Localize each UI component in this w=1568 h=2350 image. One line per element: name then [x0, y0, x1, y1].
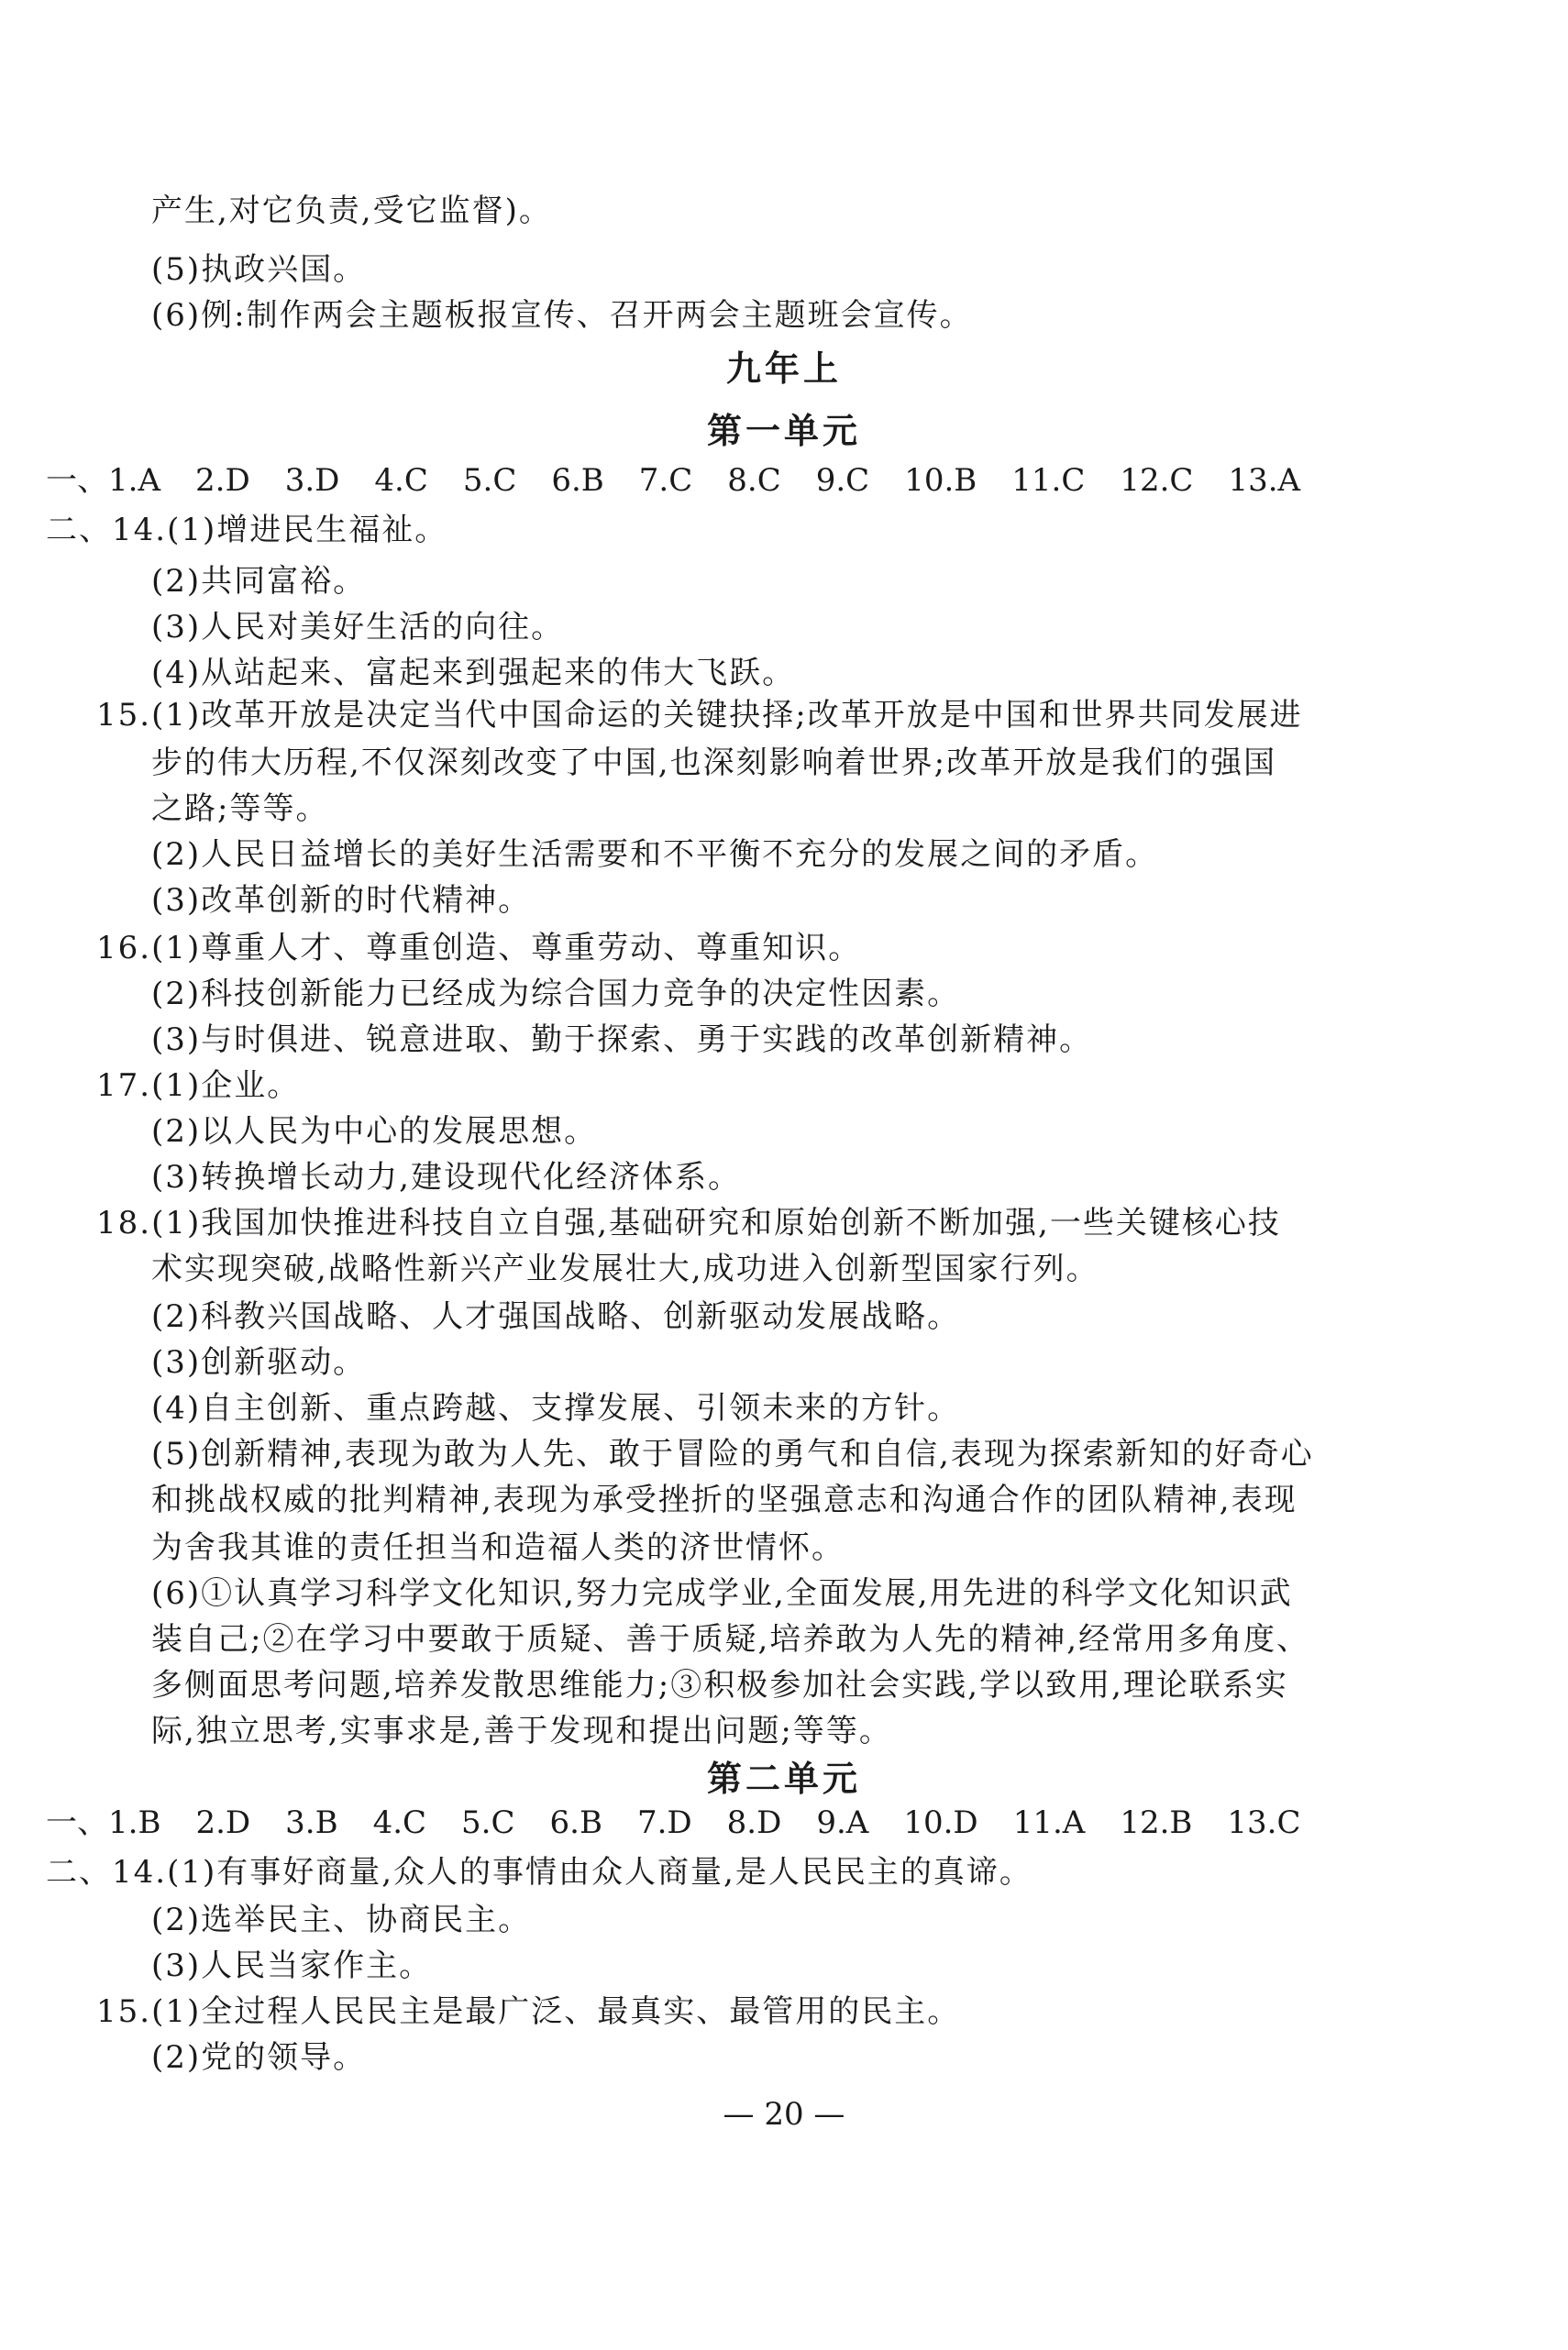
- text-line: (4)自主创新、重点跨越、支撑发展、引领未来的方针。: [151, 1390, 961, 1427]
- text-line: (3)改革创新的时代精神。: [151, 882, 532, 919]
- mc-answer: 6.B: [551, 462, 604, 499]
- text-line: (4)从站起来、富起来到强起来的伟大飞跃。: [151, 655, 796, 691]
- text-line: 之路;等等。: [151, 790, 329, 827]
- text-line: 际,独立思考,实事求是,善于发现和提出问题;等等。: [151, 1713, 892, 1749]
- mc-answer: 13.C: [1227, 1804, 1301, 1841]
- text-line: (2)选举民主、协商民主。: [151, 1902, 532, 1938]
- text-line: 为舍我其谁的责任担当和造福人类的济世情怀。: [151, 1529, 845, 1566]
- text-line: (5)创新精神,表现为敢为人先、敢于冒险的勇气和自信,表现为探索新知的好奇心: [151, 1436, 1314, 1473]
- text-line: (2)以人民为中心的发展思想。: [151, 1113, 598, 1150]
- text-line: (2)共同富裕。: [151, 563, 367, 600]
- mc-answer: 4.C: [374, 462, 428, 499]
- mc-answer: 5.C: [462, 462, 517, 499]
- text-line: 16.(1)尊重人才、尊重创造、尊重劳动、尊重知识。: [96, 930, 862, 966]
- mc-answer: 8.C: [727, 462, 781, 499]
- mc-answer: 13.A: [1228, 462, 1301, 499]
- mc-answer: 11.C: [1011, 462, 1086, 499]
- mc-answer: 3.D: [284, 462, 340, 499]
- text-line: (2)党的领导。: [151, 2039, 367, 2076]
- text-line: (3)人民当家作主。: [151, 1947, 433, 1984]
- mc-answer: 6.B: [549, 1804, 602, 1841]
- text-line: 15.(1)全过程人民民主是最广泛、最真实、最管用的民主。: [96, 1993, 961, 2030]
- text-line: 产生,对它负责,受它监督)。: [151, 193, 552, 229]
- mc-answer: 9.A: [816, 1804, 869, 1841]
- text-line: (2)科教兴国战略、人才强国战略、创新驱动发展战略。: [151, 1298, 961, 1335]
- text-line: 步的伟大历程,不仅深刻改变了中国,也深刻影响着世界;改革开放是我们的强国: [151, 745, 1277, 781]
- mc-answers: [46, 460, 1335, 501]
- text-line: (6)①认真学习科学文化知识,努力完成学业,全面发展,用先进的科学文化知识武: [151, 1575, 1293, 1612]
- text-line: (3)与时俱进、锐意进取、勤于探索、勇于实践的改革创新精神。: [151, 1021, 1093, 1058]
- text-line: 18.(1)我国加快推进科技自立自强,基础研究和原始创新不断加强,一些关键核心技: [96, 1205, 1281, 1241]
- text-line: (3)转换增长动力,建设现代化经济体系。: [151, 1159, 741, 1196]
- text-line: (3)人民对美好生活的向往。: [151, 609, 565, 645]
- text-line: 15.(1)改革开放是决定当代中国命运的关键抉择;改革开放是中国和世界共同发展进: [96, 697, 1303, 734]
- text-line: (6)例:制作两会主题板报宣传、召开两会主题班会宣传。: [151, 297, 973, 334]
- mc-prefix: 一、: [46, 462, 108, 499]
- mc-answer: 12.B: [1120, 1804, 1193, 1841]
- mc-answer: 12.C: [1120, 462, 1194, 499]
- mc-prefix: 一、: [46, 1804, 108, 1841]
- mc-answer: 7.D: [636, 1804, 692, 1841]
- mc-answer: 10.B: [904, 462, 977, 499]
- mc-answer: 11.A: [1012, 1804, 1086, 1841]
- mc-answer: 5.C: [461, 1804, 515, 1841]
- text-line: (2)科技创新能力已经成为综合国力竞争的决定性因素。: [151, 976, 961, 1012]
- text-line: 和挑战权威的批判精神,表现为承受挫折的坚强意志和沟通合作的团队精神,表现: [151, 1482, 1297, 1518]
- mc-answer: 9.C: [815, 462, 870, 499]
- text-line: 多侧面思考问题,培养发散思维能力;③积极参加社会实践,学以致用,理论联系实: [151, 1667, 1288, 1704]
- text-line: 17.(1)企业。: [96, 1067, 301, 1104]
- mc-answer: 7.C: [638, 462, 693, 499]
- unit-title: 第二单元: [706, 1758, 861, 1799]
- unit-title: 第一单元: [706, 410, 861, 451]
- text-line: 术实现突破,战略性新兴产业发展壮大,成功进入创新型国家行列。: [151, 1251, 1099, 1287]
- text-line: (3)创新驱动。: [151, 1344, 367, 1381]
- text-line: 二、14.(1)有事好商量,众人的事情由众人商量,是人民民主的真谛。: [46, 1854, 1032, 1891]
- mc-answer: 10.D: [903, 1804, 978, 1841]
- text-line: (5)执政兴国。: [151, 251, 367, 288]
- mc-answer: 8.D: [726, 1804, 782, 1841]
- mc-answer: 1.A: [108, 462, 160, 499]
- mc-answer: 4.C: [372, 1804, 427, 1841]
- page-number: — 20 —: [723, 2096, 845, 2133]
- book-title: 九年上: [725, 348, 842, 389]
- text-line: (2)人民日益增长的美好生活需要和不平衡不充分的发展之间的矛盾。: [151, 836, 1159, 873]
- mc-answers: [46, 1803, 1335, 1843]
- mc-answer: 3.B: [285, 1804, 338, 1841]
- mc-answer: 2.D: [195, 1804, 251, 1841]
- mc-answer: 1.B: [108, 1804, 161, 1841]
- text-line: 装自己;②在学习中要敢于质疑、善于质疑,培养敢为人先的精神,经常用多角度、: [151, 1621, 1310, 1658]
- mc-answer: 2.D: [195, 462, 250, 499]
- text-line: 二、14.(1)增进民生福祉。: [46, 512, 448, 548]
